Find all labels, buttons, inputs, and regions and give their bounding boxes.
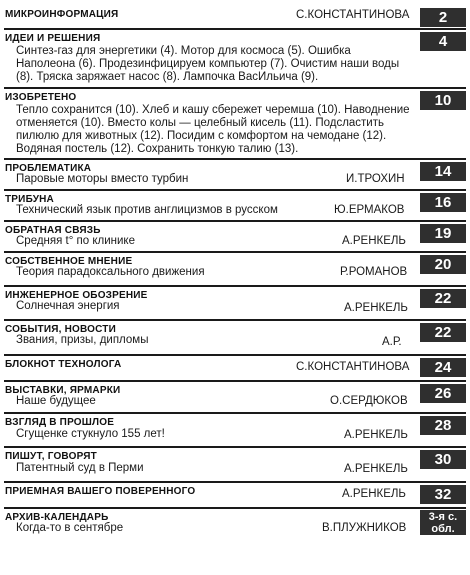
- toc-section-look-back: [4, 414, 466, 448]
- section-title: АРХИВ-КАЛЕНДАРЬ: [5, 512, 109, 523]
- article-title: Сгущенке стукнуло 155 лет!: [16, 428, 165, 440]
- section-title: СОБСТВЕННОЕ МНЕНИЕ: [5, 256, 133, 267]
- toc-section-microinformation: [4, 6, 466, 30]
- section-title: МИКРОИНФОРМАЦИЯ: [5, 9, 119, 20]
- toc-section-technologist-notebook: [4, 356, 466, 382]
- page-number-badge: 28: [420, 416, 466, 435]
- toc-section-ideas: [4, 30, 466, 89]
- page-number-badge: 16: [420, 193, 466, 212]
- page-number-badge: 30: [420, 450, 466, 469]
- section-author: А.Р.: [382, 336, 402, 348]
- page-number-badge: 10: [420, 91, 466, 110]
- section-author: А.РЕНКЕЛЬ: [344, 302, 408, 314]
- section-title: ВЫСТАВКИ, ЯРМАРКИ: [5, 385, 121, 396]
- section-description: Синтез-газ для энергетики (4). Мотор для космоса (5). Ошибка Наполеона (6). Продезинфицируем компьютер (7). Очистим наши воды (8). Тряска заряжает насос (8). Лампочка ВасИльича (9).: [16, 45, 400, 83]
- section-title: ВЗГЛЯД В ПРОШЛОЕ: [5, 417, 115, 428]
- section-title: ТРИБУНА: [5, 194, 54, 205]
- section-title: ИНЖЕНЕРНОЕ ОБОЗРЕНИЕ: [5, 290, 148, 301]
- page-number-badge: 22: [420, 323, 466, 342]
- section-title: СОБЫТИЯ, НОВОСТИ: [5, 324, 116, 335]
- section-author: И.ТРОХИН: [346, 173, 405, 185]
- toc-section-tribune: [4, 191, 466, 222]
- section-author: С.КОНСТАНТИНОВА: [296, 9, 410, 21]
- article-title: Паровые моторы вместо турбин: [16, 173, 189, 185]
- toc-section-invented: [4, 89, 466, 160]
- section-title: ОБРАТНАЯ СВЯЗЬ: [5, 225, 101, 236]
- toc-section-problematics: [4, 160, 466, 191]
- section-title: ИДЕИ И РЕШЕНИЯ: [5, 33, 101, 44]
- article-title: Патентный суд в Перми: [16, 462, 144, 474]
- page-number-badge: 14: [420, 162, 466, 181]
- section-description: Тепло сохранится (10). Хлеб и кашу сбережет черемша (10). Наводнение отменяется (10). Вместо колы — целебный кисель (11). Подсластить пилюлю для животных (12). Посидим с комфортом на чемодане (12). Водяная постель (12). Сохранить тонкую талию (13).: [16, 104, 410, 155]
- toc-section-events-news: [4, 321, 466, 356]
- page-number-badge: 20: [420, 255, 466, 274]
- section-author: А.РЕНКЕЛЬ: [344, 463, 408, 475]
- page-number-badge: 24: [420, 358, 466, 377]
- table-of-contents: [4, 6, 466, 539]
- page-number-badge: 2: [420, 8, 466, 27]
- page-number-badge: 32: [420, 485, 466, 504]
- page-number-badge: 4: [420, 32, 466, 51]
- toc-section-feedback: [4, 222, 466, 253]
- toc-section-exhibitions: [4, 382, 466, 414]
- article-title: Технический язык против англицизмов в русском: [16, 204, 278, 216]
- section-title: ПИШУТ, ГОВОРЯТ: [5, 451, 97, 462]
- section-author: А.РЕНКЕЛЬ: [342, 488, 406, 500]
- section-title: ПРОБЛЕМАТИКА: [5, 163, 92, 174]
- toc-section-attorney-reception: [4, 483, 466, 509]
- section-author: В.ПЛУЖНИКОВ: [322, 522, 407, 534]
- section-title: ИЗОБРЕТЕНО: [5, 92, 77, 103]
- article-title: Солнечная энергия: [16, 300, 120, 312]
- toc-section-archive-calendar: [4, 509, 466, 539]
- article-title: Наше будущее: [16, 395, 96, 407]
- article-title: Звания, призы, дипломы: [16, 334, 149, 346]
- toc-section-own-opinion: [4, 253, 466, 287]
- section-title: ПРИЕМНАЯ ВАШЕГО ПОВЕРЕННОГО: [5, 486, 196, 497]
- section-author: С.КОНСТАНТИНОВА: [296, 361, 410, 373]
- section-author: Ю.ЕРМАКОВ: [334, 204, 405, 216]
- page-number-badge: 22: [420, 289, 466, 308]
- page-number-badge: 26: [420, 384, 466, 403]
- page-number-badge: 3-я с. обл.: [420, 510, 466, 535]
- section-author: А.РЕНКЕЛЬ: [342, 235, 406, 247]
- page-number-badge: 19: [420, 224, 466, 243]
- section-author: Р.РОМАНОВ: [340, 266, 408, 278]
- article-title: Средняя t° по клинике: [16, 235, 135, 247]
- toc-section-they-write: [4, 448, 466, 483]
- section-author: А.РЕНКЕЛЬ: [344, 429, 408, 441]
- section-author: О.СЕРДЮКОВ: [330, 395, 408, 407]
- toc-section-engineering-review: [4, 287, 466, 321]
- article-title: Теория парадоксального движения: [16, 266, 205, 278]
- article-title: Когда-то в сентябре: [16, 522, 124, 534]
- section-title: БЛОКНОТ ТЕХНОЛОГА: [5, 359, 122, 370]
